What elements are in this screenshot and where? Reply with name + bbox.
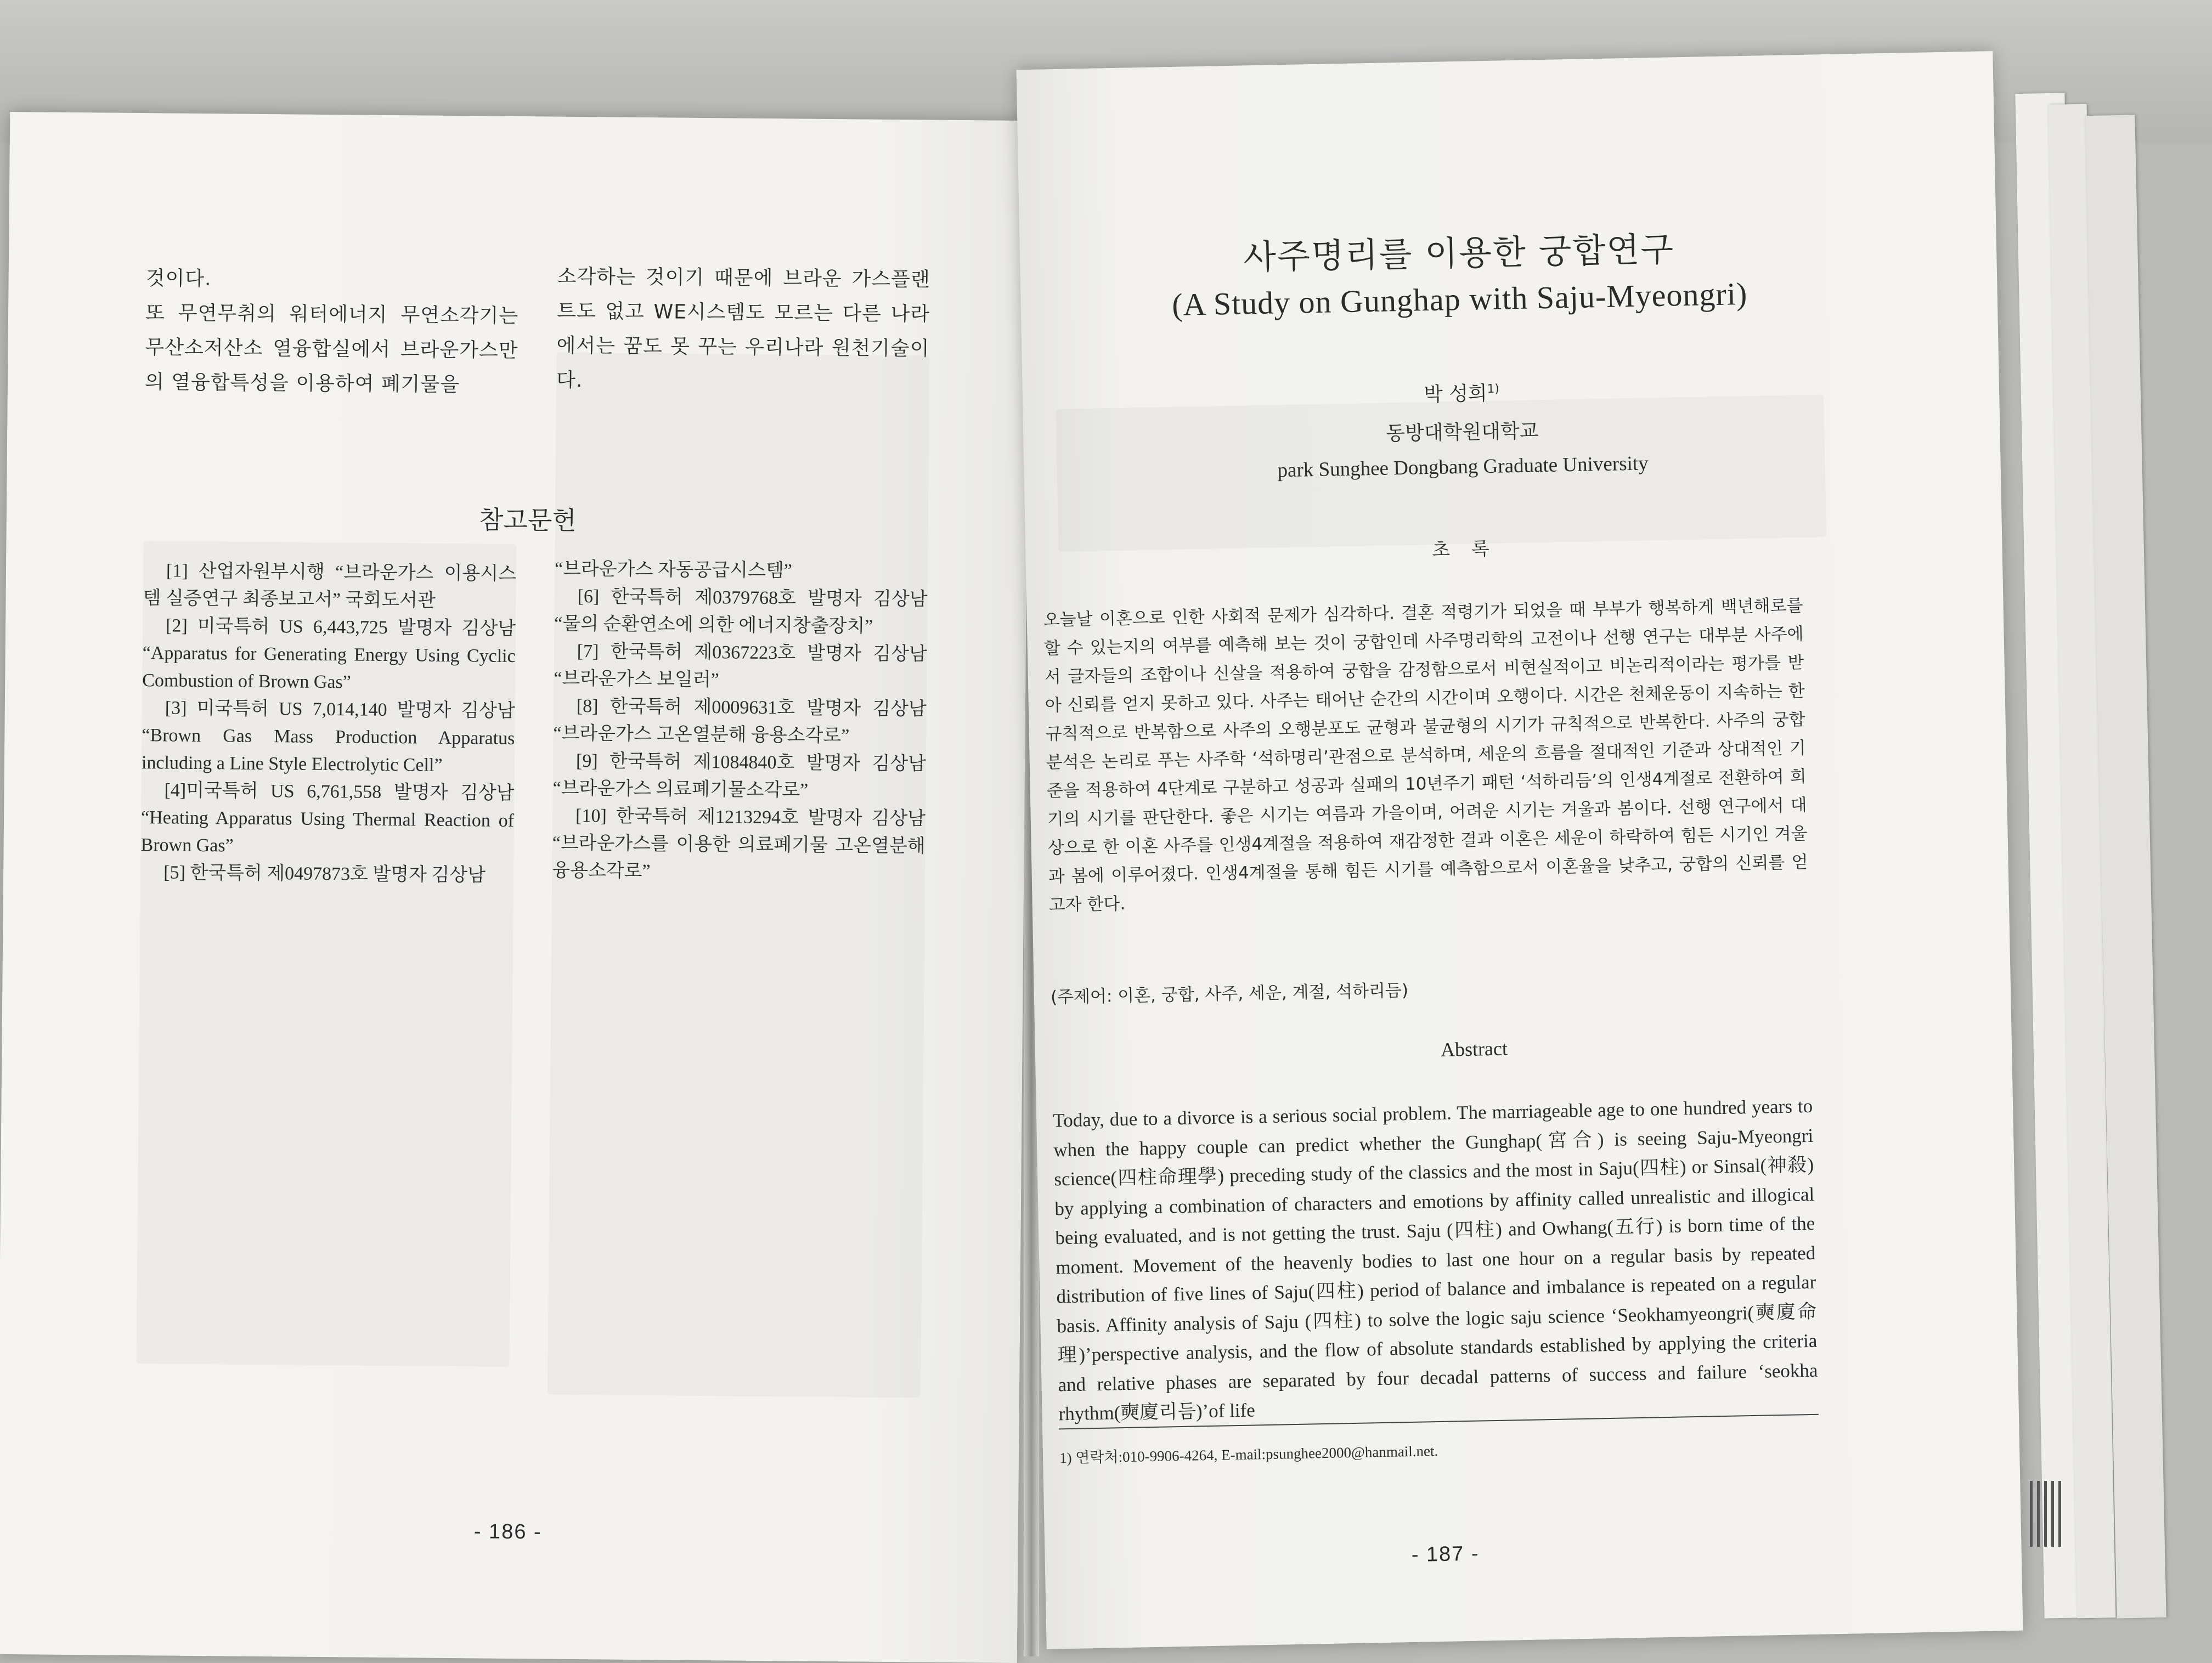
references-col2 [552,556,928,888]
paper-title-en: (A Study on Gunghap with Saju-Myeongri) [1171,275,1748,323]
reference-item: [4]미국특허 US 6,761,558 발명자 김상남 “Heating Apparatus Using Thermal Reaction of Brown Gas” [140,780,515,856]
abstract-en-heading: Abstract [1440,1037,1508,1061]
reference-item: [1] 산업자원부시행 “브라운가스 이용시스템 실증연구 최종보고서” 국회도서관 [143,561,517,611]
reference-item: [3] 미국특허 US 7,014,140 발명자 김상남 “Brown Gas Mass Production Apparatus including a Line Style Electrolytic Cell” [141,698,515,776]
author-footnote-mark: 1) [1487,382,1500,396]
reference-item: [2] 미국특허 US 6,443,725 발명자 김상남 “Apparatus for Generating Energy Using Cyclic Combustion of Brown Gas” [142,615,516,693]
left-col2-text: 소각하는 것이기 때문에 브라운 가스플랜트도 없고 WE시스템도 모르는 다른 나라에서는 꿈도 못 꾸는 우리나라 원천기술이다. [556,265,930,392]
footnote: 1) 연락처:010-9906-4264, E-mail:psunghee2000@hanmail.net. [1059,1443,1438,1467]
affiliation-en: park Sunghee Dongbang Graduate University [1277,452,1649,482]
affiliation-ko: 동방대학원대학교 [1385,420,1539,445]
references-heading: 참고문헌 [478,505,577,535]
left-col1-text: 것이다. 또 무연무취의 워터에너지 무연소각기는 무산소저산소 열융합실에서 브라운가스만의 열융합특성을 이용하여 폐기물을 [144,267,519,397]
page-edge-tabs [2030,1481,2066,1549]
paper-title-ko: 사주명리를 이용한 궁합연구 [1243,229,1675,278]
references-col1 [140,557,516,890]
abstract-ko-text: 오늘날 이혼으로 인한 사회적 문제가 심각하다. 결혼 적령기가 되었을 때 부부가 행복하게 백년해로를 할 수 있는지의 여부를 예측해 보는 것이 궁합인데 사주명리학의 고전이나 선행 연구는 대부분 사주에서 글자들의 조합이나 신살을 적용하여 궁합을 감정함으로서 비현실적이고 비논리적이라는 평가를 받아 신뢰를 얻지 못하고 있다. 사주는 태어난 순간의 시간이며 오행이다. 시간은 천체운동이 지속하는 한 규칙적으로 반복함으로 사주의 오행분포도 균형과 불균형의 시기가 규칙적으로 반복한다. 사주의 궁합 분석은 논리로 푸는 사주학 ‘석하명리’관점으로 분석하며, 세운의 흐름을 절대적인 기준과 상대적인 기준을 적용하여 4단계로 구분하고 성공과 실패의 10년주기 패턴 ‘석하리듬’의 인생4계절로 전환하여 희기의 시기를 판단한다. 좋은 시기는 여름과 가을이며, 어려운 시기는 겨울과 봄이다. 선행 연구에서 대상으로 한 이혼 사주를 인생4계절을 적용하여 재감정한 결과 이혼은 세운이 하락하여 힘든 시기인 겨울과 봄에 이루어졌다. 인생4계절을 통해 힘든 시기를 예측함으로서 이혼율을 낮추고, 궁합의 신뢰를 얻고자 한다. [1043,596,1808,915]
reference-item: “브라운가스 자동공급시스템” [554,558,793,581]
reference-item: [9] 한국특허 제1084840호 발명자 김상남 “브라운가스 의료폐기물소각로” [552,750,927,801]
keywords: (주제어: 이혼, 궁합, 사주, 세운, 계절, 석하리듬) [1050,980,1409,1008]
abstract-en-text: Today, due to a divorce is a serious social problem. The marriageable age to one hundred years to when the happy couple can predict whether the Gunghap(宮合) is seeing Saju-Myeongri science(四柱命理學) preceding study of the classics and the most in Saju(四柱) or Sinsal(神殺) by applying a combination of characters and emotions by affinity called unrealistic and illogical being evaluated, and is not getting the trust. Saju (四柱) and Owhang(五行) is born time of the moment. Movement of the heavenly bodies to last one hour on a regular basis by repeated distribution of five lines of Saju(四柱) period of balance and imbalance is repeated on a regular basis. Affinity analysis of Saju (四柱) to solve the logic saju science ‘Seokhamyeongri(奭廈命理)’perspective analysis, and the flow of absolute standards established by applying the criteria and relative phases are separated by four decadal patterns of success and failure ‘seokha rhythm(奭廈리듬)’of life [1052,1095,1818,1425]
author-name: 박 성희 [1423,382,1488,406]
left-page [0,112,1030,1663]
reference-item: [7] 한국특허 제0367223호 발명자 김상남 “브라운가스 보일러” [554,641,927,691]
reference-item: [8] 한국특허 제0009631호 발명자 김상남 “브라운가스 고온열분해 융용소각로” [553,695,927,746]
right-page [1017,51,2023,1649]
reference-item: [10] 한국특허 제1213294호 발명자 김상남 “브라운가스를 이용한 의료폐기물 고온열분해 융용소각로” [552,805,926,882]
reference-item: [5] 한국특허 제0497873호 발명자 김상남 [163,862,486,886]
page-number-left: - 186 - [473,1520,542,1544]
reference-item: [6] 한국특허 제0379768호 발명자 김상남 “물의 순환연소에 의한 에너지창출장치” [554,586,928,637]
abstract-ko-heading: 초 록 [1431,538,1498,561]
page-number-right: - 187 - [1411,1542,1480,1567]
